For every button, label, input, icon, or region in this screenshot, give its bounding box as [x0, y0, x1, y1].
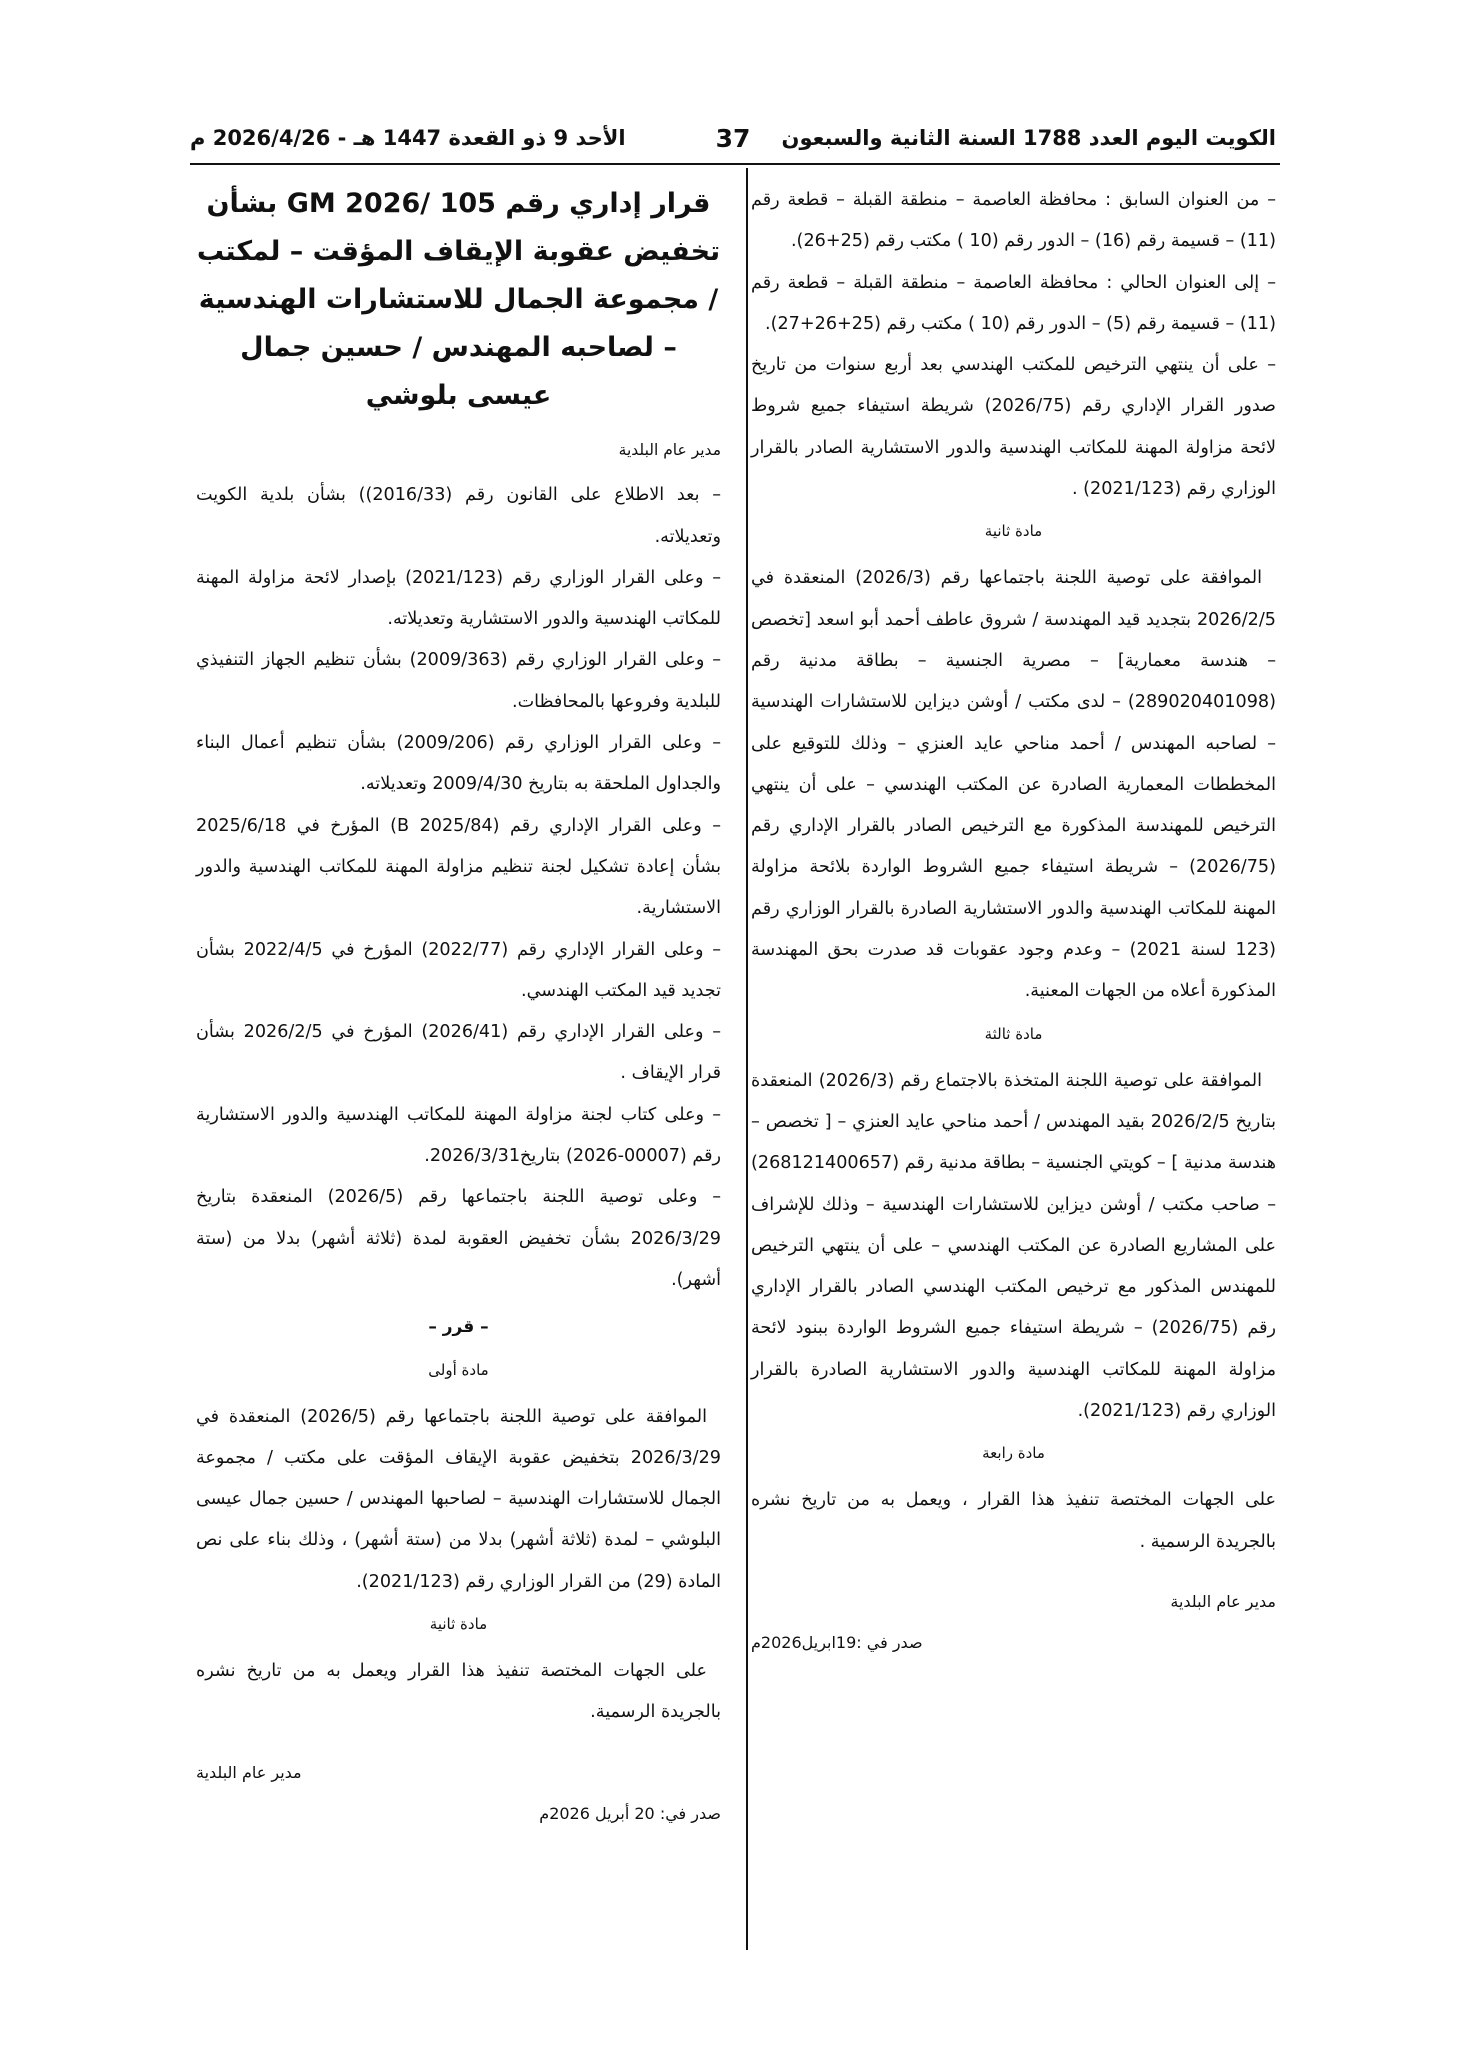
header-issue-info: الكويت اليوم العدد 1788 السنة الثانية والسبعون [781, 126, 1276, 150]
article-2-text: الموافقة على توصية اللجنة باجتماعها رقم (2026/3) المنعقدة في 2026/2/5 بتجديد قيد المهندسة / شروق عاطف أحمد أبو اسعد [تخصص – هندسة معمارية] – مصرية الجنسية – بطاقة مدنية رقم (289020401098) – لدى مكتب / أوشن ديزاين للاستشارات الهندسية – لصاحبه المهندس / أحمد مناحي عايد العنزي – وذلك للتوقيع على المخططات المعمارية الصادرة عن المكتب الهندسي – على أن ينتهي الترخيص للمهندسة المذكورة مع الترخيص الصادر بالقرار الإداري رقم (2026/75) – شريطة استيفاء جميع الشروط الواردة بلائحة مزاولة المهنة للمكاتب الهندسية والدور الاستشارية الصادرة بالقرار الوزاري رقم (123 لسنة 2021) – وعدم وجود عقوبات قد صدرت بحق المهندسة المذكورة أعلاه من الجهات المعنية. [751, 568, 1277, 1002]
issue-date: صدر في :19ابريل2026م [751, 1633, 923, 1653]
column-divider [746, 168, 748, 1950]
preamble-item: – وعلى كتاب لجنة مزاولة المهنة للمكاتب الهندسية والدور الاستشارية رقم (00007-2026) بتاريخ2026/3/31. [196, 1104, 721, 1167]
article-2-title: مادة ثانية [984, 522, 1043, 541]
preamble-item: – وعلى توصية اللجنة باجتماعها رقم (2026/5) المنعقدة بتاريخ 2026/3/29 بشأن تخفيض العقوبة لمدة (ثلاثة أشهر) بدلا من (ستة أشهر). [196, 1187, 721, 1290]
preamble-item: – وعلى القرار الإداري رقم (2025/84 B) المؤرخ في 2025/6/18 بشأن إعادة تشكيل لجنة تنظيم مزاولة المهنة للمكاتب الهندسية والدور الاستشارية. [196, 815, 722, 919]
decision-title: قرار إداري رقم 105 /GM 2026 بشأن تخفيض عقوبة الإيقاف المؤقت – لمكتب / مجموعة الجمال للاستشارات الهندسية – لصاحبه المهندس / حسين جمال عيسى بلوشي [196, 188, 721, 411]
left-column [196, 180, 721, 1834]
address-current: – إلى العنوان الحالي : محافظة العاصمة – منطقة القبلة – قطعة رقم (11) – قسيمة رقم (5) – الدور رقم (10 ) مكتب رقم (25+26+27). [751, 272, 1276, 334]
page-number: 37 [715, 123, 751, 153]
article-2-title: مادة ثانية [429, 1615, 488, 1634]
preamble-item: – وعلى القرار الإداري رقم (2022/77) المؤرخ في 2022/4/5 بشأن تجديد قيد المكتب الهندسي. [196, 939, 722, 1001]
issuing-authority: مدير عام البلدية [618, 441, 721, 459]
signature: مدير عام البلدية [196, 1762, 302, 1782]
preamble-item: – بعد الاطلاع على القانون رقم (2016/33)) بشأن بلدية الكويت وتعديلاته. [196, 485, 722, 547]
article-1-text: الموافقة على توصية اللجنة باجتماعها رقم (2026/5) المنعقدة في 2026/3/29 بتخفيض عقوبة الإيقاف المؤقت على مكتب / مجموعة الجمال للاستشارات الهندسية – لصاحبها المهندس / حسين جمال عيسى البلوشي – لمدة (ثلاثة أشهر) بدلا من (ستة أشهر) ، وذلك بناء على نص المادة (29) من القرار الوزاري رقم (2021/123). [196, 1406, 721, 1592]
article-2-text: على الجهات المختصة تنفيذ هذا القرار ويعمل به من تاريخ نشره بالجريدة الرسمية. [196, 1661, 721, 1723]
license-expiry-clause: – على أن ينتهي الترخيص للمكتب الهندسي بعد أربع سنوات من تاريخ صدور القرار الإداري رقم (2026/75) شريطة استيفاء جميع شروط لائحة مزاولة المهنة للمكاتب الهندسية والدور الاستشارية الصادر بالقرار الوزاري رقم (2021/123) . [751, 355, 1276, 500]
decides-heading: – قرر – [428, 1317, 489, 1338]
page-header [190, 118, 1276, 158]
signature: مدير عام البلدية [1170, 1591, 1276, 1611]
right-column [751, 180, 1276, 1664]
preamble-item: – وعلى القرار الوزاري رقم (2009/206) بشأن تنظيم أعمال البناء والجداول الملحقة به بتاريخ 2009/4/30 وتعديلاته. [196, 733, 722, 795]
article-4-text: على الجهات المختصة تنفيذ هذا القرار ، ويعمل به من تاريخ نشره بالجريدة الرسمية . [751, 1490, 1276, 1552]
article-3-text: الموافقة على توصية اللجنة المتخذة بالاجتماع رقم (2026/3) المنعقدة بتاريخ 2026/2/5 بقيد المهندس / أحمد مناحي عايد العنزي – [ تخصص – هندسة مدنية ] – كويتي الجنسية – بطاقة مدنية رقم (268121400657) – صاحب مكتب / أوشن ديزاين للاستشارات الهندسية – وذلك للإشراف على المشاريع الصادرة عن المكتب الهندسي – على أن ينتهي الترخيص للمهندس المذكور مع ترخيص المكتب الهندسي الصادر بالقرار الإداري رقم (2026/75) – شريطة استيفاء جميع الشروط الواردة ببنود لائحة مزاولة المهنة للمكاتب الهندسية والدور الاستشارية الصادرة بالقرار الوزاري رقم (2021/123). [751, 1070, 1276, 1422]
preamble-item: – وعلى القرار الوزاري رقم (2021/123) بإصدار لائحة مزاولة المهنة للمكاتب الهندسية والدور الاستشارية وتعديلاته. [196, 567, 721, 630]
address-previous: – من العنوان السابق : محافظة العاصمة – منطقة القبلة – قطعة رقم (11) – قسيمة رقم (16) – الدور رقم (10 ) مكتب رقم (25+26). [751, 190, 1276, 252]
header-rule [190, 163, 1280, 165]
article-3-title: مادة ثالثة [984, 1024, 1043, 1043]
header-date: الأحد 9 ذو القعدة 1447 هـ - 2026/4/26 م [190, 126, 626, 150]
article-1-title: مادة أولى [428, 1360, 489, 1379]
preamble-item: – وعلى القرار الإداري رقم (2026/41) المؤرخ في 2026/2/5 بشأن قرار الإيقاف . [196, 1022, 722, 1084]
article-4-title: مادة رابعة [982, 1444, 1045, 1463]
issue-date: صدر في: 20 أبريل 2026م [539, 1803, 721, 1823]
preamble-item: – وعلى القرار الوزاري رقم (2009/363) بشأن تنظيم الجهاز التنفيذي للبلدية وفروعها بالمحافظات. [196, 650, 721, 712]
